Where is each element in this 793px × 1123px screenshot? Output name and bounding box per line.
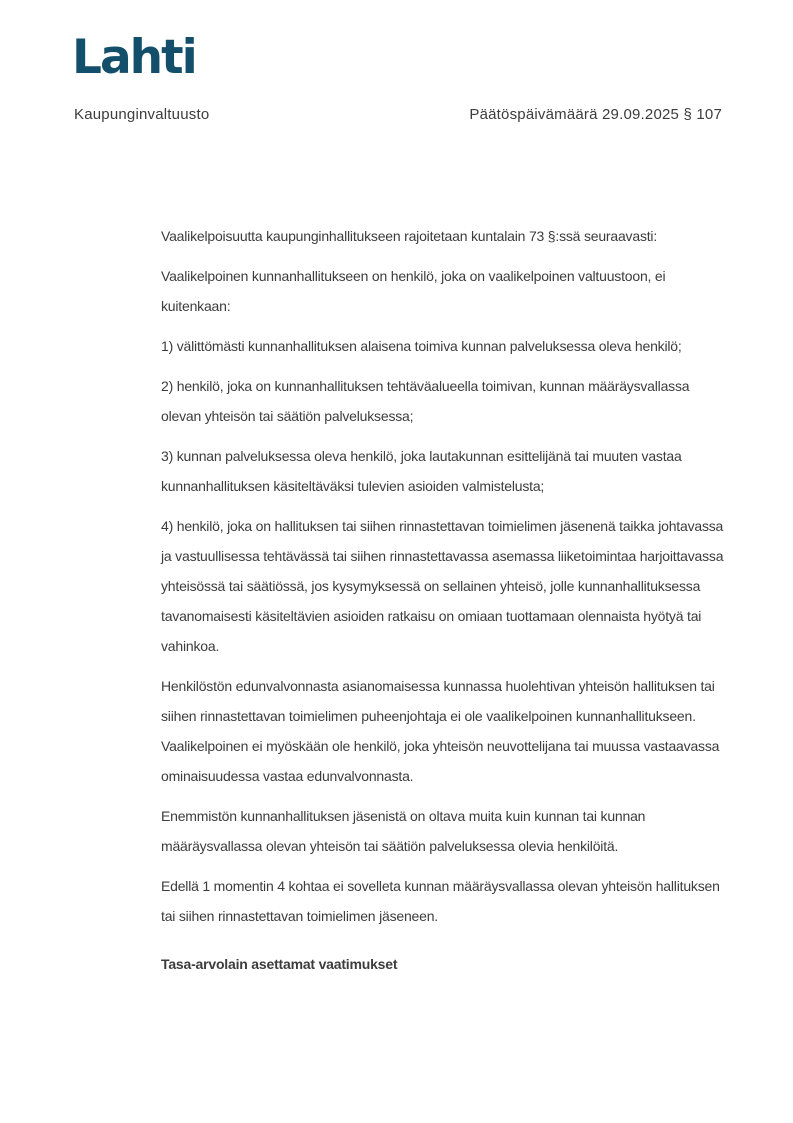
paragraph-majority: Enemmistön kunnanhallituksen jäsenistä on oltava muita kuin kunnan tai kunnan määräysvallassa olevan yhteisön tai säätiön palveluksessa olevia henkilöitä. (161, 808, 646, 854)
paragraph-eligibility: Vaalikelpoinen kunnanhallitukseen on henkilö, joka on vaalikelpoinen valtuustoon, ei kuitenkaan: (161, 268, 666, 314)
paragraph-item-1: 1) välittömästi kunnanhallituksen alaisena toimiva kunnan palveluksessa oleva henkilö; (161, 338, 682, 354)
section-heading: Tasa-arvolain asettamat vaatimukset (161, 956, 398, 972)
lahti-logo: Lahti (72, 30, 196, 85)
header-organization: Kaupunginvaltuusto (74, 106, 210, 123)
header-decision-date: Päätöspäivämäärä 29.09.2025 § 107 (469, 106, 722, 123)
paragraph-exception: Edellä 1 momentin 4 kohtaa ei sovelleta kunnan määräysvallassa olevan yhteisön hallituksen tai siihen rinnastettavan toimielimen jäseneen. (161, 878, 720, 924)
paragraph-intro: Vaalikelpoisuutta kaupunginhallitukseen rajoitetaan kuntalain 73 §:ssä seuraavasti: (161, 228, 658, 244)
document-body (161, 221, 733, 979)
paragraph-union: Henkilöstön edunvalvonnasta asianomaisessa kunnassa huolehtivan yhteisön hallituksen tai siihen rinnastettavan toimielimen puheenjohtaja ei ole vaalikelpoinen kunnanhallitukseen. Vaalikelpoinen ei myöskään ole henkilö, joka yhteisön neuvottelijana tai muussa vastaavassa ominaisuudessa vastaa edunvalvonnasta. (161, 678, 720, 784)
paragraph-item-2: 2) henkilö, joka on kunnanhallituksen tehtäväalueella toimivan, kunnan määräysvallassa olevan yhteisön tai säätiön palveluksessa; (161, 378, 690, 424)
page-header (74, 106, 722, 123)
paragraph-item-3: 3) kunnan palveluksessa oleva henkilö, joka lautakunnan esittelijänä tai muuten vastaa kunnanhallituksen käsiteltäväksi tulevien asioiden valmistelusta; (161, 448, 682, 494)
paragraph-item-4: 4) henkilö, joka on hallituksen tai siihen rinnastettavan toimielimen jäsenenä taikka johtavassa ja vastuullisessa tehtävässä tai siihen rinnastettavassa asemassa liiketoimintaa harjoittavassa yhteisössä tai säätiössä, jos kysymyksessä on sellainen yhteisö, jolle kunnanhallituksessa tavanomaisesti käsiteltävien asioiden ratkaisu on omiaan tuottamaan olennaista hyötyä tai vahinkoa. (161, 518, 724, 654)
